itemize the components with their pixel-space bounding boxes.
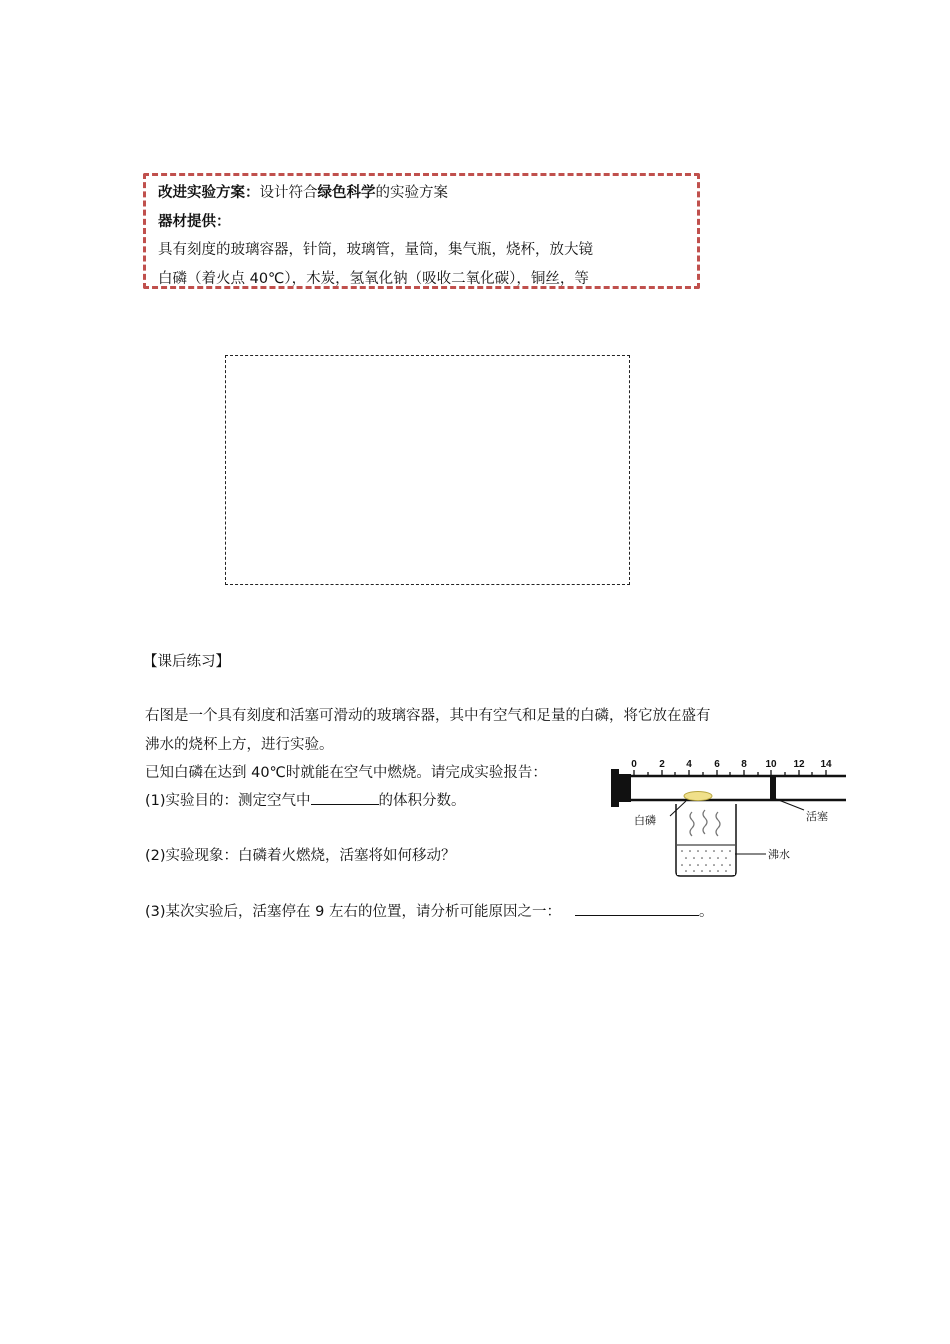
scale-label-0: 0 [631,759,637,770]
left-stopper [611,769,619,807]
question-2: (2)实验现象：白磷着火燃烧，活塞将如何移动？ [145,848,456,864]
steam [690,810,720,836]
question-3-prefix: (3)某次实验后，活塞停在 9 左右的位置，请分析可能原因之一： [145,904,561,920]
scale-label-12: 12 [793,759,805,770]
scale-label-8: 8 [741,759,747,770]
label-phosphorus: 白磷 [634,814,656,827]
question-1-prefix: (1)实验目的：测定空气中 [145,793,311,809]
plan-title-line [158,179,685,208]
plan-title-text-2: 的实验方案 [375,185,448,201]
equipment-label: 器材提供： [158,213,231,230]
phosphorus-leader-line [670,801,686,816]
plan-title-bold: 绿色科学 [317,185,376,201]
label-piston: 活塞 [806,810,828,823]
question-1 [145,790,466,811]
equipment-label-line [158,208,685,237]
scale-label-4: 4 [686,759,692,770]
scale-label-14: 14 [820,759,832,770]
exercise-intro-line-1: 右图是一个具有刻度和活塞可滑动的玻璃容器，其中有空气和足量的白磷，将它放在盛有 [145,708,711,724]
equipment-line-2: 白磷（着火点 40℃），木炭，氢氧化钠（吸收二氧化碳），铜丝，等 [158,270,589,287]
plan-title-label: 改进实验方案： [158,185,260,201]
apparatus-diagram [608,754,848,880]
scale-label-2: 2 [659,759,665,770]
piston [770,776,776,800]
exercise-heading: 【课后练习】 [143,654,230,670]
exercise-intro-line-2: 沸水的烧杯上方，进行实验。 [145,737,334,753]
question-1-suffix: 的体积分数。 [378,793,466,809]
question-3-answer-blank[interactable] [575,901,699,916]
improved-plan-box [143,173,700,289]
question-3-suffix: 。 [698,904,714,920]
question-1-answer-blank[interactable] [311,790,379,805]
equipment-line-1: 具有刻度的玻璃容器，针筒，玻璃管，量筒，集气瓶，烧杯，放大镜 [158,242,593,258]
scale-label-10: 10 [765,759,777,770]
question-3 [145,901,713,922]
exercise-intro-line-3: 已知白磷在达到 40℃时就能在空气中燃烧。请完成实验报告： [145,765,547,781]
white-phosphorus [684,792,712,801]
plan-title-text-1: 设计符合 [259,185,318,201]
label-water: 沸水 [768,848,790,861]
scale-label-6: 6 [714,759,720,770]
design-drawing-area[interactable] [225,355,630,585]
left-stopper-plug [619,774,631,802]
